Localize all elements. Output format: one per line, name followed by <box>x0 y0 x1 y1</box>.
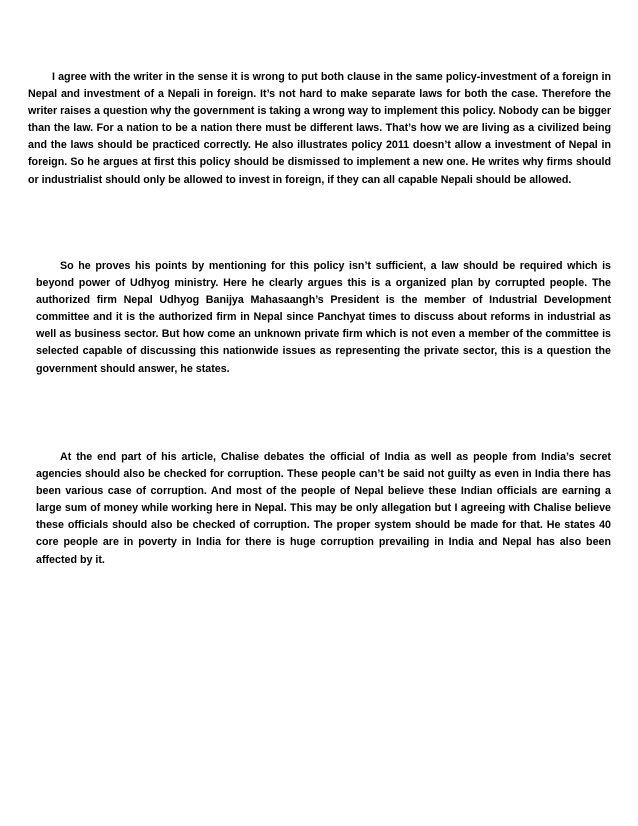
paragraph-1: I agree with the writer in the sense it is wrong to put both clause in the same policy-investment of a foreign in Nepal and investment of a Nepali in foreign. It’s not hard to make separate laws for both the case. Therefore the writer raises a question why the government is taking a wrong way to implement this policy. Nobody can be bigger than the law. For a nation to be a nation there must be different laws. That’s how we are living as a civilized being and the laws should be practiced correctly. He also illustrates policy 2011 doesn’t allow a investment of Nepal in foreign. So he argues at first this policy should be dismissed to implement a new one. He writes why firms should or industrialist should only be allowed to invest in foreign, if they can all capable Nepali should be allowed. <box>28 71 611 186</box>
paragraph-2: So he proves his points by mentioning for this policy isn’t sufficient, a law should be required which is beyond power of Udhyog ministry. Here he clearly argues this is a organized plan by corrupted people. The authorized firm Nepal Udhyog Banijya Mahasaangh’s President is the member of Industrial Development committee and it is the authorized firm in Nepal since Panchyat times to discuss about reforms in industrial as well as business sector. But how come an unknown private firm which is not even a member of the committee is selected capable of discussing this nationwide issues as representing the private sector, this is a question the government should answer, he states. <box>36 260 611 375</box>
paragraph-3: At the end part of his article, Chalise debates the official of India as well as people from India’s secret agencies should also be checked for corruption. These people can’t be said not guilty as even in India there has been various case of corruption. And most of the people of Nepal believe these Indian officials are earning a large sum of money while working here in Nepal. This may be only allegation but I agreeing with Chalise believe these officials should also be checked of corruption. The proper system should be made for that. He states 40 core people are in poverty in India for there is huge corruption prevailing in India and Nepal has also been affected by it. <box>36 451 611 566</box>
